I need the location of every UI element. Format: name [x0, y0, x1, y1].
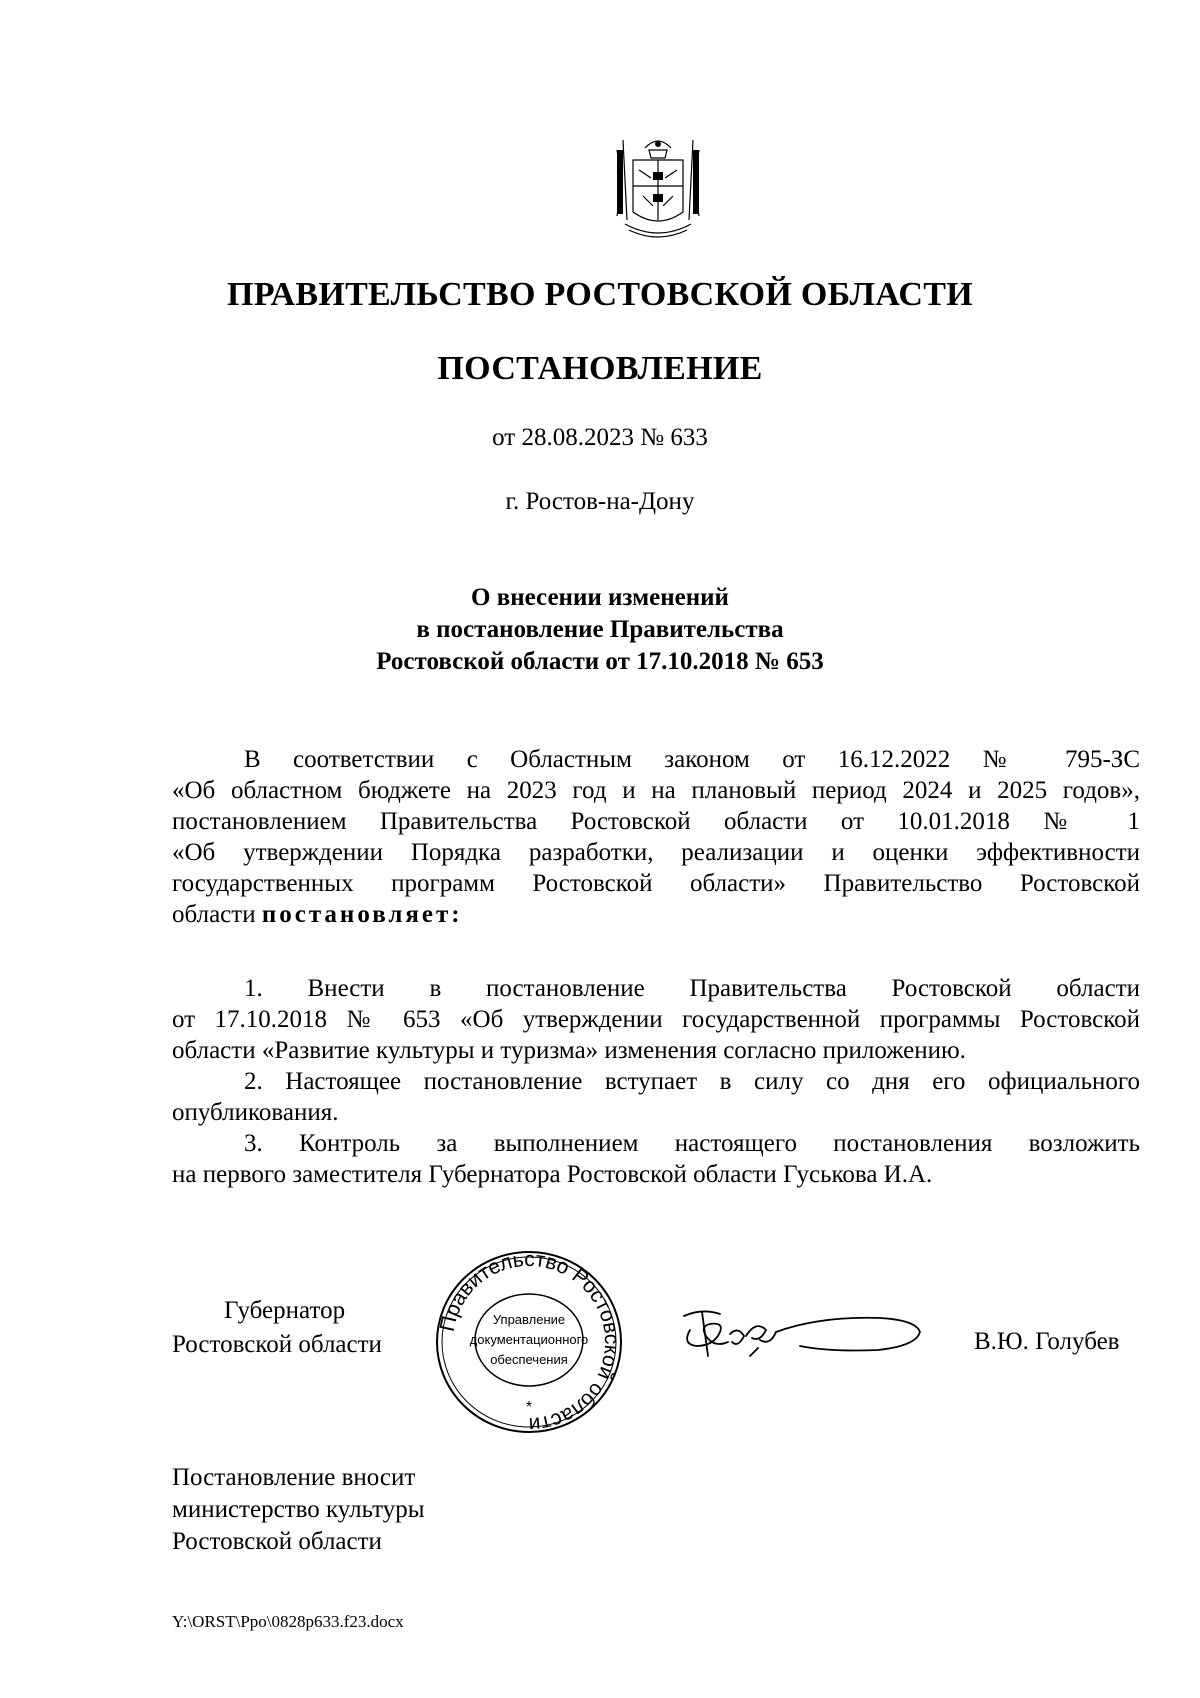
org-title: ПРАВИТЕЛЬСТВО РОСТОВСКОЙ ОБЛАСТИ [227, 276, 973, 313]
item1-line: от 17.10.2018 № 653 «Об утверждении государственной программы Ростовской [172, 1006, 1140, 1033]
introduced-by-line: Ростовской области [172, 1528, 382, 1555]
signatory-position-line1: Губернатор [224, 1297, 346, 1324]
footer-file-path: Y:\ORST\Ppo\0828p633.f23.docx [172, 1612, 404, 1631]
document-date-number: от 28.08.2023 № 633 [492, 424, 708, 451]
document-subject [0, 582, 1200, 678]
item1-line: 1. Внести в постановление Правительства Ростовской области [244, 975, 1140, 1002]
item3-line: 3. Контроль за выполнением настоящего постановления возложить [244, 1130, 1140, 1157]
preamble-line: «Об утверждении Порядка разработки, реализации и оценки эффективности [172, 839, 1140, 866]
decree-word: постановляет: [261, 901, 463, 928]
subject-line: в постановление Правительства [416, 616, 784, 643]
stamp-inner-line1: Управление [492, 1312, 566, 1327]
signatory-position [172, 1294, 382, 1362]
handwritten-signature [680, 1296, 930, 1376]
subject-line: О внесении изменений [471, 584, 729, 611]
preamble-line: постановлением Правительства Ростовской области от 10.01.2018 № 1 [172, 808, 1140, 835]
preamble-paragraph [172, 744, 1140, 930]
decree-items [172, 973, 1140, 1190]
introduced-by-line: Постановление вносит [172, 1464, 416, 1491]
signatory-position-line2: Ростовской области [172, 1331, 382, 1358]
item2-line: 2. Настоящее постановление вступает в силу со дня его официального [244, 1068, 1140, 1095]
preamble-last-line [172, 899, 1140, 930]
introduced-by-line: министерство культуры [172, 1496, 425, 1523]
item1-last-line: области «Развитие культуры и туризма» изменения согласно приложению. [172, 1037, 966, 1064]
stamp-inner-line3: обеспечения [490, 1352, 568, 1367]
preamble-line: государственных программ Ростовской области» Правительство Ростовской [172, 870, 1140, 897]
item2-last-line: опубликования. [172, 1099, 339, 1126]
item3-last-line: на первого заместителя Губернатора Ростовской области Гуськова И.А. [172, 1161, 933, 1188]
document-city: г. Ростов-на-Дону [505, 488, 695, 515]
preamble-line: «Об областном бюджете на 2023 год и на плановый период 2024 и 2025 годов», [172, 777, 1140, 804]
preamble-line: В соответствии с Областным законом от 16.12.2022 № 795-ЗС [244, 746, 1140, 773]
subject-line: Ростовской области от 17.10.2018 № 653 [376, 648, 824, 675]
document-type: ПОСТАНОВЛЕНИЕ [437, 350, 763, 387]
coat-of-arms-emblem [603, 120, 713, 244]
signatory-name: В.Ю. Голубев [974, 1328, 1120, 1355]
preamble-last-prefix: области [172, 901, 256, 928]
official-stamp [433, 1248, 625, 1436]
introduced-by-note [172, 1462, 425, 1558]
stamp-outer-text: Правительство Ростовской области [435, 1248, 624, 1436]
stamp-star-icon: * [525, 1399, 533, 1416]
stamp-inner-line2: документационного [469, 1332, 589, 1347]
